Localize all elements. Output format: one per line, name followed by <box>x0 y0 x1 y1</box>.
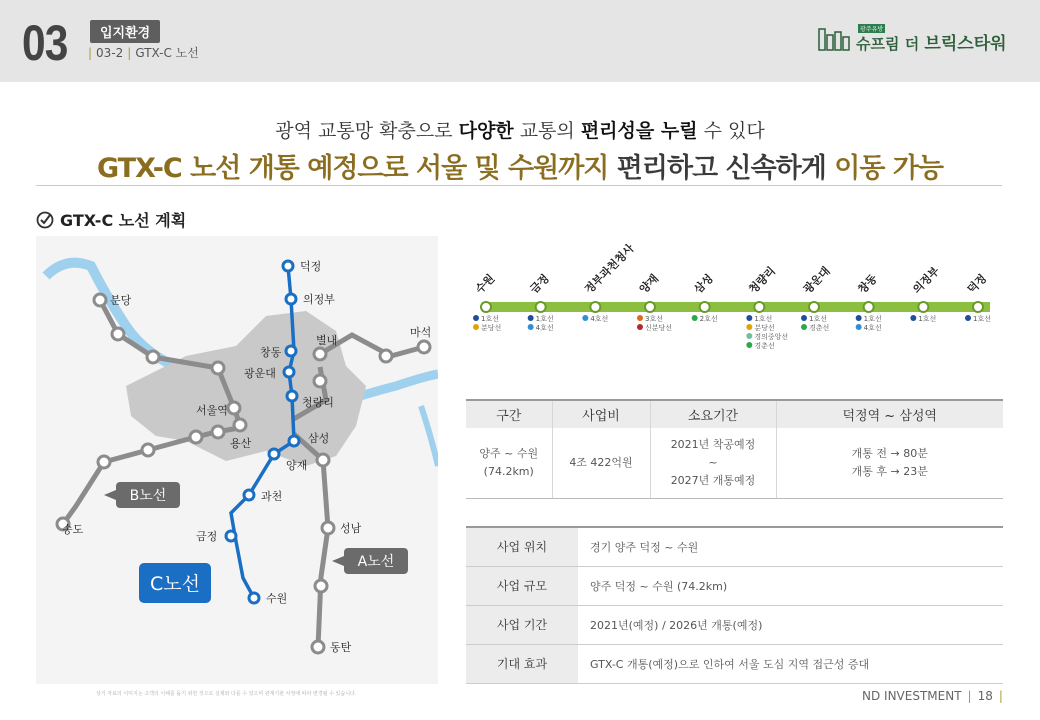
footnote: 상기 자료의 이미지는 고객의 이해를 돕기 위한 것으로 실제와 다를 수 있으며 관계기관 사정에 따라 변경될 수 있습니다. <box>96 691 357 697</box>
logo-small-text: 광주유방 <box>860 26 884 33</box>
company-name: ND INVESTMENT <box>862 689 962 703</box>
table-row <box>466 428 1003 498</box>
map-label: 성남 <box>340 522 362 535</box>
route-station-marker <box>536 302 546 312</box>
info-key: 사업 규모 <box>466 566 578 605</box>
project-info-table <box>466 526 1003 684</box>
cell-line: 2021년 착공예정 <box>670 438 756 452</box>
line-color-dot <box>910 315 916 321</box>
plan-title <box>36 208 186 231</box>
table-cell: 4조 422억원 <box>552 428 650 498</box>
table-cell <box>776 428 1003 498</box>
table-cell <box>466 428 552 498</box>
headline1-bold: 편리성을 누릴 <box>580 120 698 142</box>
transfer-line-label: 분당선 <box>481 324 502 332</box>
map-label: 금정 <box>196 530 218 543</box>
station-marker <box>380 350 392 362</box>
station-marker <box>418 341 430 353</box>
map-label: 송도 <box>62 523 84 536</box>
transfer-line-label: 1호선 <box>481 315 499 323</box>
route-station-marker <box>590 302 600 312</box>
transfer-line-label: 경의중앙선 <box>754 333 789 341</box>
station-marker <box>212 362 224 374</box>
line-color-dot <box>473 324 479 330</box>
line-c-label: C노선 <box>150 573 200 595</box>
info-value: 2021년(예정) / 2026년 개통(예정) <box>590 618 763 632</box>
map-label: 동탄 <box>330 641 352 654</box>
page-number: 18 <box>977 689 993 703</box>
line-b-pointer <box>104 490 116 500</box>
route-station-name: 정부과천청사 <box>582 241 637 297</box>
route-station-marker <box>973 302 983 312</box>
station-marker <box>94 294 106 306</box>
line-color-dot <box>637 315 643 321</box>
building-icon <box>818 23 850 51</box>
route-station-name: 청량리 <box>746 264 779 297</box>
line-color-dot <box>746 324 752 330</box>
transfer-line-label: 경춘선 <box>809 324 830 332</box>
info-row <box>466 605 1003 644</box>
transfer-line-label: 분당선 <box>754 324 775 332</box>
transfer-line-label: 경춘선 <box>754 342 775 350</box>
info-value: 경기 양주 덕정 ~ 수원 <box>590 540 699 554</box>
info-key: 기대 효과 <box>466 644 578 683</box>
header-bar <box>0 0 1040 82</box>
route-station-name: 수원 <box>472 271 498 297</box>
station-marker <box>142 444 154 456</box>
station-marker <box>322 522 334 534</box>
route-station-name: 광운대 <box>800 264 833 297</box>
divider <box>36 185 1002 186</box>
cell-line: 양주 ~ 수원 <box>479 447 539 461</box>
table-header-row <box>466 400 1003 428</box>
line-color-dot <box>965 315 971 321</box>
page-footer: ND INVESTMENT | 18 | <box>862 689 1003 703</box>
map-label: 삼성 <box>308 432 330 445</box>
section-number: 03 <box>22 15 68 71</box>
station-marker <box>147 351 159 363</box>
c-station-marker <box>226 531 236 541</box>
table-header: 덕정역 ~ 삼성역 <box>776 400 1003 428</box>
station-marker <box>228 402 240 414</box>
line-color-dot <box>801 315 807 321</box>
route-map-svg <box>36 236 438 684</box>
route-station-marker <box>645 302 655 312</box>
table-header: 구간 <box>466 400 552 428</box>
line-color-dot <box>746 342 752 348</box>
route-station-marker <box>481 302 491 312</box>
info-key: 사업 위치 <box>466 527 578 566</box>
table-header: 사업비 <box>552 400 650 428</box>
line-color-dot <box>746 333 752 339</box>
summary-table <box>466 399 1003 499</box>
info-row <box>466 566 1003 605</box>
table-header: 소요기간 <box>650 400 776 428</box>
route-station-name: 덕정 <box>964 271 990 297</box>
route-station-name: 창동 <box>855 271 880 297</box>
info-key: 사업 기간 <box>466 605 578 644</box>
c-station-marker <box>287 391 297 401</box>
route-station-name: 의정부 <box>910 264 943 297</box>
cell-line: (74.2km) <box>483 464 534 478</box>
transfer-line-label: 1호선 <box>973 315 991 323</box>
station-marker <box>98 456 110 468</box>
map-label: 광운대 <box>244 367 276 380</box>
transfer-line-label: 1호선 <box>918 315 937 323</box>
station-marker <box>312 641 324 653</box>
cell-line: ~ <box>708 455 718 469</box>
map-label: 별내 <box>316 334 338 347</box>
headline1-part: 광역 교통망 확충으로 <box>275 120 459 142</box>
line-color-dot <box>746 315 752 321</box>
station-marker <box>234 419 246 431</box>
route-station-name: 삼성 <box>691 271 716 297</box>
section-badge: 입지환경 <box>90 20 160 43</box>
map-label: 양재 <box>286 459 308 472</box>
station-marker <box>112 328 124 340</box>
check-circle-icon <box>36 211 54 229</box>
headline1-bold: 다양한 <box>458 120 514 142</box>
route-station-name: 양재 <box>636 271 662 297</box>
headline2-part: 이동 가능 <box>825 153 943 184</box>
line-color-dot <box>473 315 479 321</box>
line-b-label: B노선 <box>129 488 167 504</box>
station-marker <box>190 431 202 443</box>
info-value: 양주 덕정 ~ 수원 (74.2km) <box>590 579 728 593</box>
headline1-part: 수 있다 <box>697 120 765 142</box>
transfer-line-label: 4호선 <box>535 324 554 332</box>
route-station-marker <box>809 302 819 312</box>
line-color-dot <box>637 324 643 330</box>
line-color-dot <box>801 324 807 330</box>
transfer-line-label: 1호선 <box>809 315 827 323</box>
logo-text-b: 브릭스타워 <box>924 33 1007 54</box>
station-marker <box>314 375 326 387</box>
transfer-line-label: 2호선 <box>699 315 718 323</box>
map-label: 청량리 <box>302 396 334 409</box>
transfer-line-label: 4호선 <box>590 315 609 323</box>
logo-text-a: 슈프림 더 <box>856 34 920 53</box>
station-marker <box>314 348 326 360</box>
info-value: GTX-C 개통(예정)으로 인하여 서울 도심 지역 접근성 증대 <box>590 657 870 671</box>
line-a-label: A노선 <box>357 554 395 570</box>
route-station-marker <box>700 302 710 312</box>
transfer-line-label: 4호선 <box>863 324 882 332</box>
c-station-marker <box>286 294 296 304</box>
map-label: 마석 <box>410 326 432 339</box>
cell-line: 개통 전 → 80분 <box>851 447 928 461</box>
map-label: 분당 <box>110 294 132 307</box>
transfer-line-label: 1호선 <box>863 315 882 323</box>
c-station-marker <box>249 593 259 603</box>
c-station-marker <box>283 261 293 271</box>
line-color-dot <box>582 315 588 321</box>
line-color-dot <box>528 315 534 321</box>
route-station-marker <box>918 302 928 312</box>
route-line <box>482 302 990 312</box>
station-marker <box>315 580 327 592</box>
transfer-line-label: 신분당선 <box>645 324 673 332</box>
headline2-part: GTX-C 노선 개통 예정으로 서울 및 수원까지 <box>97 153 617 184</box>
line-color-dot <box>528 324 534 330</box>
transfer-line-label: 1호선 <box>754 315 773 323</box>
map-label: 과천 <box>261 490 283 503</box>
info-row <box>466 644 1003 683</box>
route-station-marker <box>754 302 764 312</box>
map-label: 서울역 <box>196 404 228 417</box>
line-a-pointer <box>332 556 344 566</box>
map-label: 용산 <box>230 437 252 450</box>
headline2-emphasis: 편리하고 신속하게 <box>616 153 826 184</box>
map-label: 덕정 <box>300 260 322 273</box>
map-label: 창동 <box>260 346 282 359</box>
table-cell <box>650 428 776 498</box>
headline-secondary <box>0 146 1040 185</box>
brand-logo <box>818 22 1007 52</box>
sub-title: GTX-C 노선 <box>135 46 199 60</box>
station-marker <box>212 426 224 438</box>
c-station-marker <box>269 449 279 459</box>
transfer-line-label: 1호선 <box>535 315 554 323</box>
c-station-marker <box>284 367 294 377</box>
line-color-dot <box>856 324 862 330</box>
line-color-dot <box>692 315 698 321</box>
sub-section: | 03-2 | GTX-C 노선 <box>88 46 199 60</box>
headline-primary <box>0 116 1040 143</box>
transfer-line-label: 3호선 <box>645 315 663 323</box>
c-station-marker <box>244 490 254 500</box>
station-marker <box>317 454 329 466</box>
route-station-marker <box>864 302 874 312</box>
river <box>421 406 438 466</box>
info-row <box>466 527 1003 566</box>
line-color-dot <box>856 315 862 321</box>
sub-number: 03-2 <box>96 46 124 60</box>
map-label: 의정부 <box>303 293 335 306</box>
c-station-marker <box>286 346 296 356</box>
c-station-marker <box>289 436 299 446</box>
cell-line: 2027년 개통예정 <box>670 473 756 487</box>
route-map <box>36 236 438 684</box>
map-label: 수원 <box>266 592 288 605</box>
plan-title-text: GTX-C 노선 계획 <box>60 211 187 230</box>
route-station-name: 금정 <box>527 271 552 297</box>
cell-line: 개통 후 → 23분 <box>851 464 928 478</box>
headline1-part: 교통의 <box>513 120 581 142</box>
route-diagram <box>466 236 1003 366</box>
